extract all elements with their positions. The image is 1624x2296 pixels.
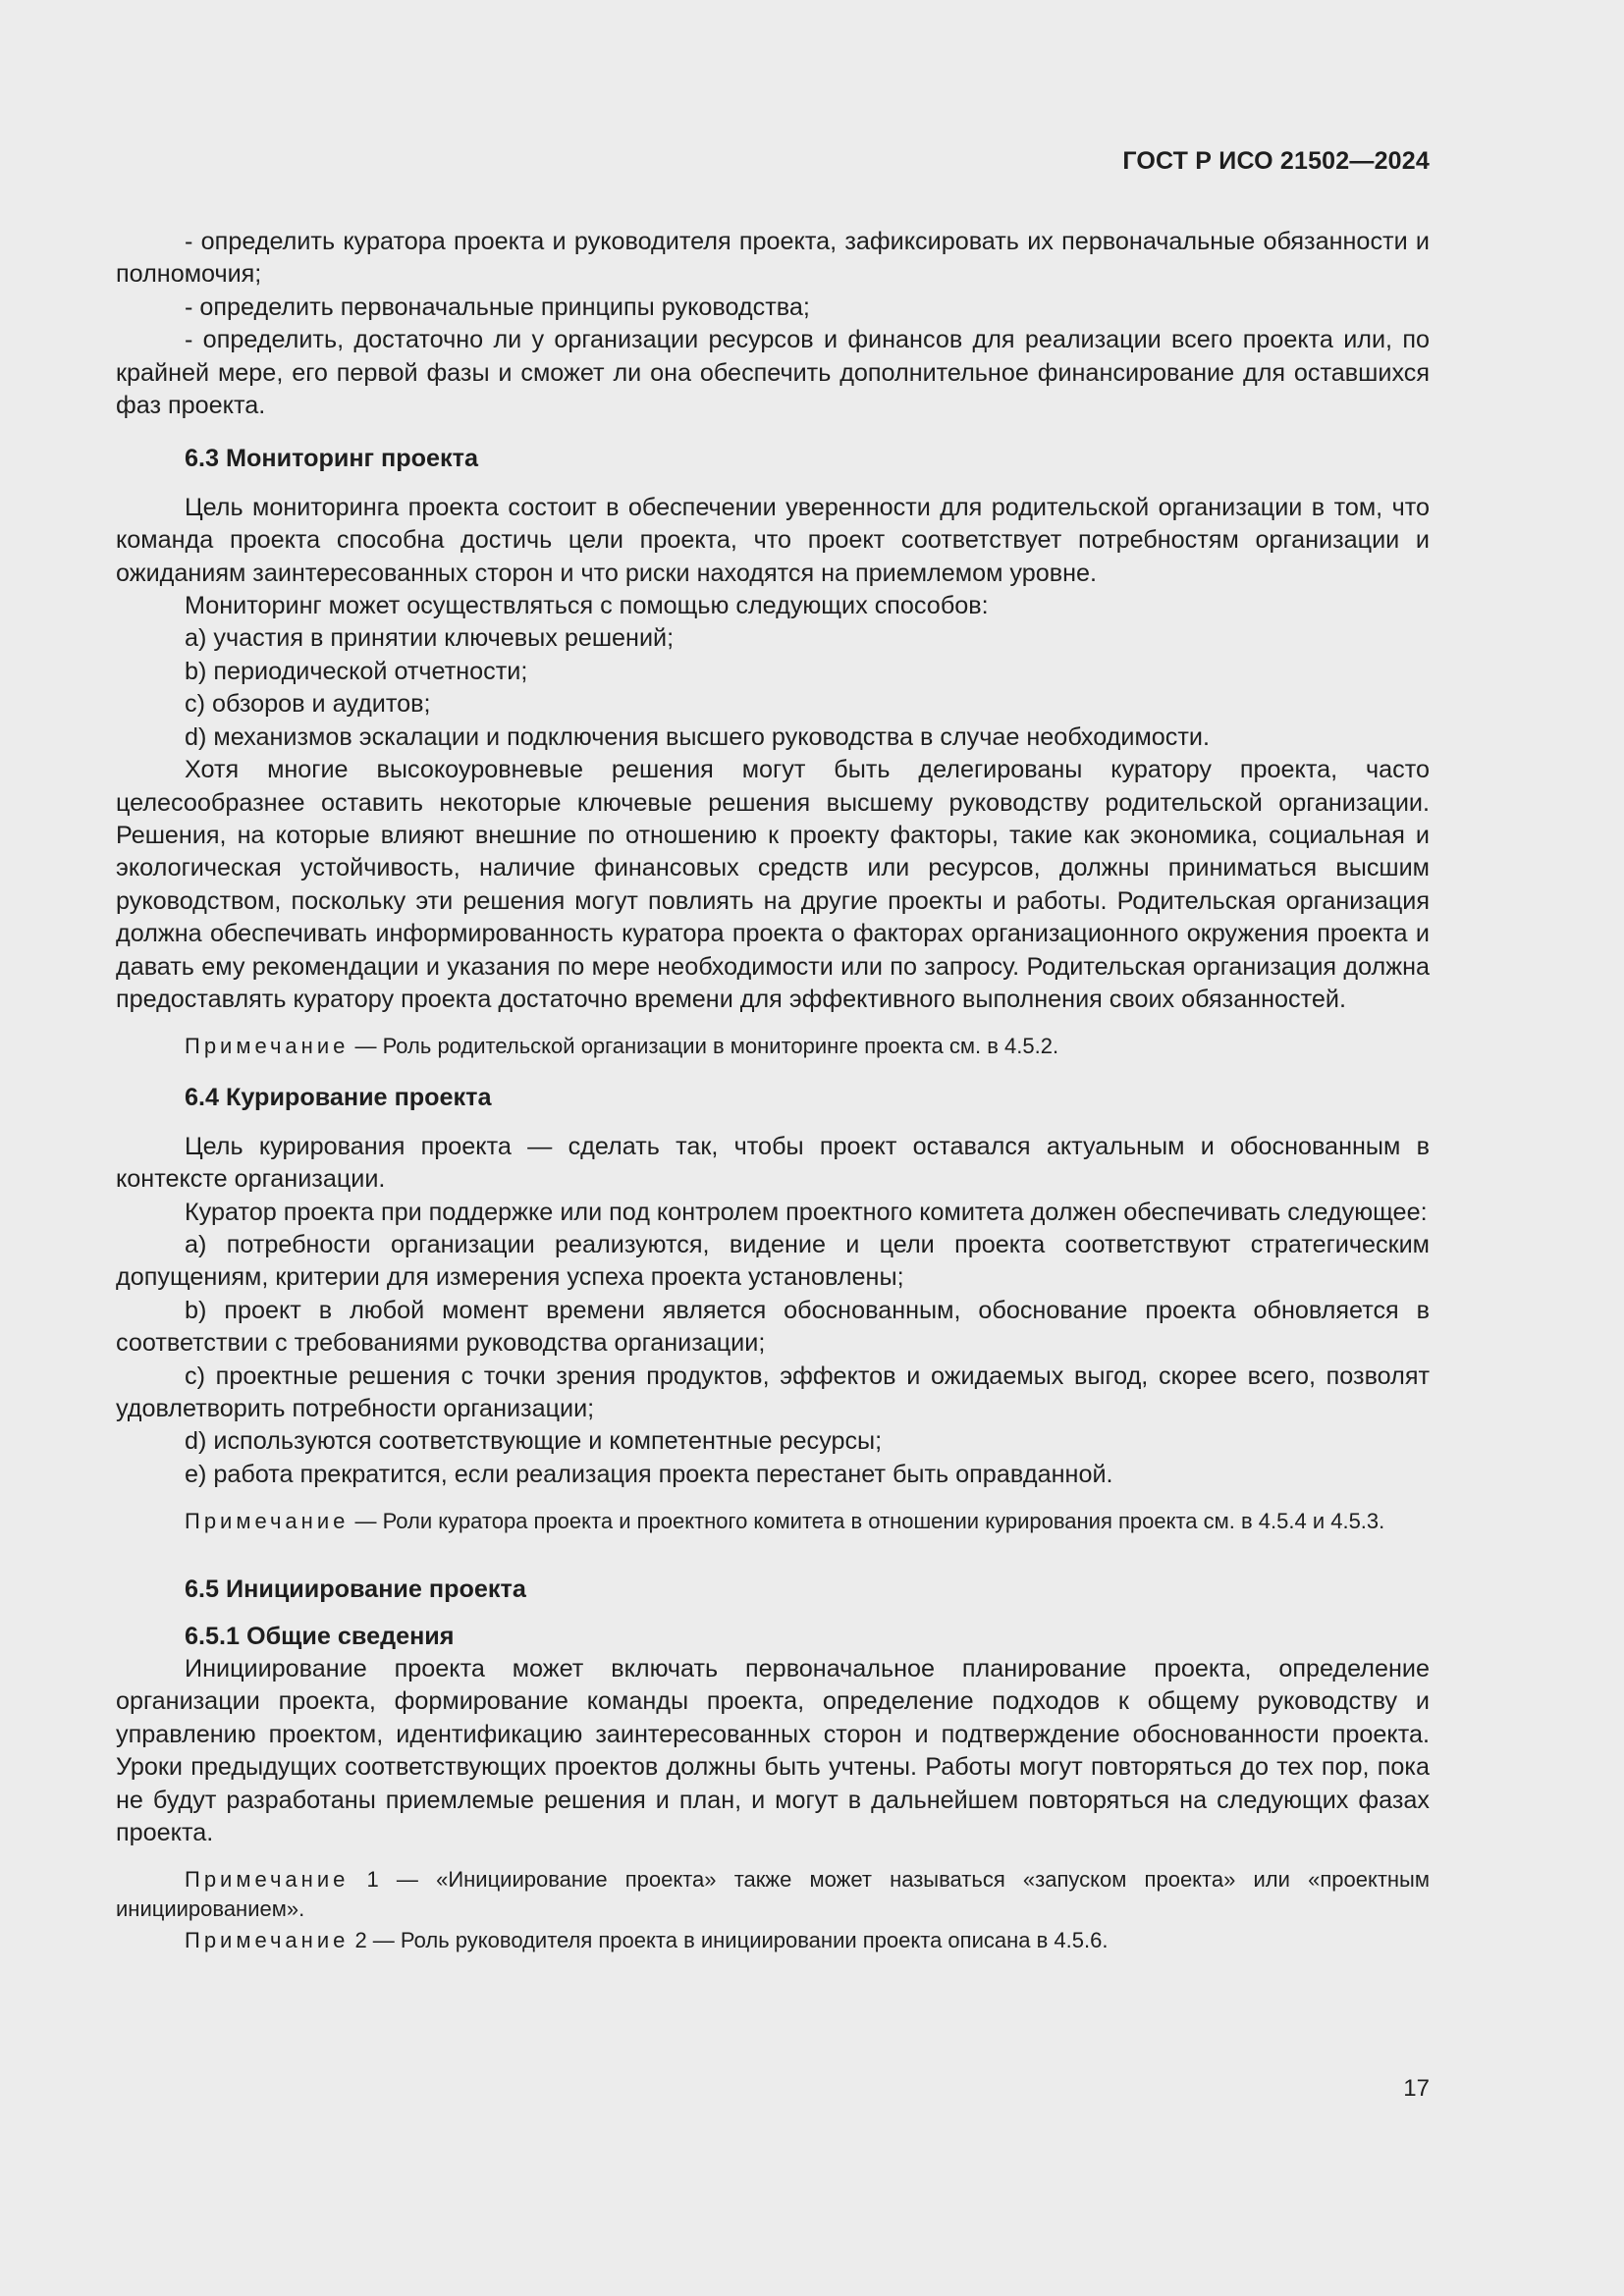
paragraph: Хотя многие высокоуровневые решения могут быть делегированы куратору проекта, часто целесообразнее оставить некоторые ключевые решения высшему руководству родительской организации. Решения, на которые влияют внешние по отношению к проекту факторы, такие как экономика, социальная и экологическая устойчивость, наличие финансовых средств или ресурсов, должны приниматься высшим руководством, поскольку эти решения могут повлиять на другие проекты и работы. Родительская организация должна обеспечивать информированность куратора проекта о факторах организационного окружения проекта и давать ему рекомендации и указания по мере необходимости или по запросу. Родительская организация должна предоставлять куратору проекта достаточно времени для эффективного выполнения своих обязанностей. [116,756,1430,1013]
paragraph: Инициирование проекта может включать первоначальное планирование проекта, определение организации проекта, формирование команды проекта, определение подходов к общему руководству и управлению проектом, идентификацию заинтересованных сторон и подтверждение обоснованности проекта. Уроки предыдущих соответствующих проектов должны быть учтены. Работы могут повторяться до тех пор, пока не будут разработаны приемлемые решения и план, и могут в дальнейшем повторяться на следующих фазах проекта. [116,1655,1430,1847]
note-label: Примечание [185,1867,350,1893]
list-item: - определить, достаточно ли у организации ресурсов и финансов для реализации всего проекта или, по крайней мере, его первой фазы и сможет ли она обеспечить дополнительное финансирование для оставшихся фаз проекта. [116,326,1430,420]
note-label: Примечание [185,1034,350,1059]
note-2 [116,1926,1430,1955]
section-heading-6-4: 6.4 Курирование проекта [185,1084,492,1112]
document-body [116,226,1430,1955]
document-header: ГОСТ Р ИСО 21502—2024 [1122,147,1430,175]
note-label: Примечание [185,1509,350,1534]
list-item: d) используются соответствующие и компетентные ресурсы; [185,1427,883,1456]
note-text: 1 — «Инициирование проекта» также может называться «запуском проекта» или «проектным инициированием». [116,1867,1430,1922]
paragraph: Мониторинг может осуществляться с помощью следующих способов: [185,592,989,620]
section-heading-6-5: 6.5 Инициирование проекта [185,1575,526,1604]
list-item: a) участия в принятии ключевых решений; [185,624,675,653]
note [116,1032,1430,1061]
document-page [116,0,1430,2296]
list-item: c) проектные решения с точки зрения продуктов, эффектов и ожидаемых выгод, скорее всего, позволят удовлетворить потребности организации; [116,1362,1430,1422]
note [116,1507,1430,1536]
list-item: e) работа прекратится, если реализация проекта перестанет быть оправданной. [185,1460,1113,1488]
list-item: c) обзоров и аудитов; [185,690,431,719]
list-item: - определить первоначальные принципы руководства; [185,293,810,321]
list-item: b) периодической отчетности; [185,657,528,685]
section-heading-6-3: 6.3 Мониторинг проекта [185,445,478,473]
paragraph: Куратор проекта при поддержке или под контролем проектного комитета должен обеспечивать следующее: [185,1198,1428,1226]
list-item: a) потребности организации реализуются, видение и цели проекта соответствуют стратегическим допущениям, критерии для измерения успеха проекта установлены; [116,1230,1431,1292]
note-1 [116,1865,1430,1924]
note-text: 2 — Роль руководителя проекта в инициировании проекта описана в 4.5.6. [349,1928,1109,1953]
note-text: — Роль родительской организации в мониторинге проекта см. в 4.5.2. [349,1034,1059,1059]
page-number: 17 [1403,2075,1430,2102]
paragraph: Цель курирования проекта — сделать так, чтобы проект оставался актуальным и обоснованным в контексте организации. [116,1132,1430,1194]
paragraph: Цель мониторинга проекта состоит в обеспечении уверенности для родительской организации в том, что команда проекта способна достичь цели проекта, что проект соответствует потребностям организации и ожиданиям заинтересованных сторон и что риски находятся на приемлемом уровне. [116,493,1430,587]
list-item: d) механизмов эскалации и подключения высшего руководства в случае необходимости. [185,722,1210,751]
subsection-heading-6-5-1: 6.5.1 Общие сведения [185,1622,455,1650]
note-label: Примечание [185,1928,350,1953]
list-item: - определить куратора проекта и руководителя проекта, зафиксировать их первоначальные обязанности и полномочия; [116,228,1430,289]
list-item: b) проект в любой момент времени является обоснованным, обоснование проекта обновляется в соответствии с требованиями руководства организации; [116,1296,1430,1358]
note-text: — Роли куратора проекта и проектного комитета в отношении курирования проекта см. в 4.5.4 и 4.5.3. [349,1509,1385,1534]
